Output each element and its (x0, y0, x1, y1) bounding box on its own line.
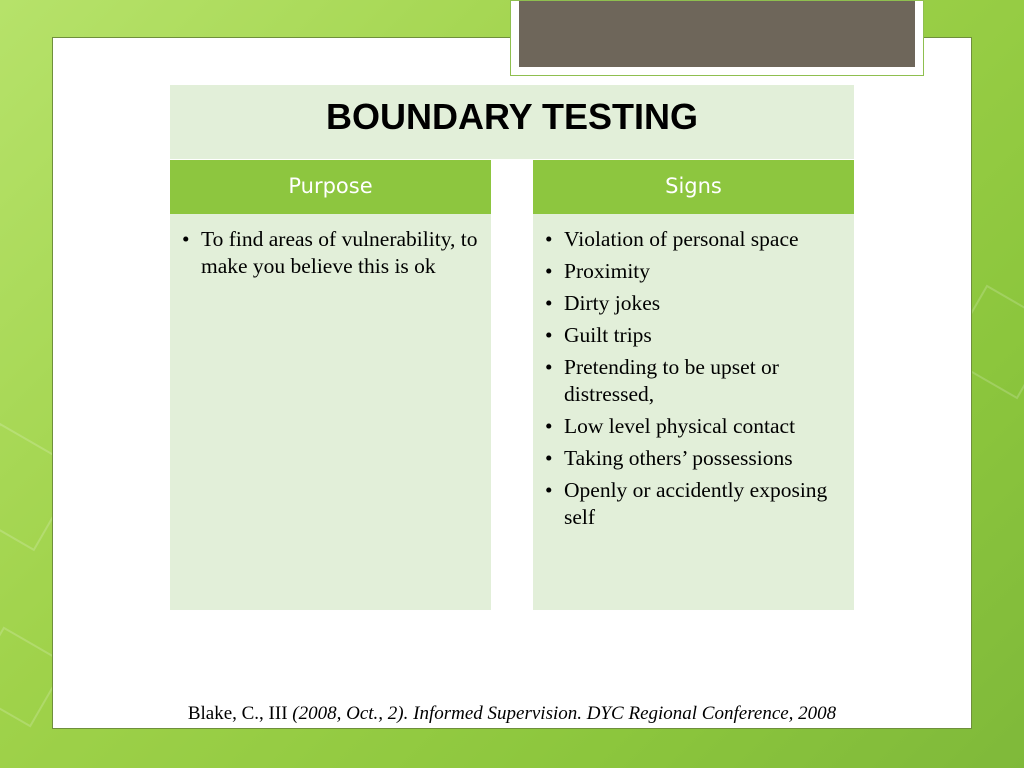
purpose-column (170, 160, 491, 610)
signs-column (533, 160, 854, 610)
slide-title: BOUNDARY TESTING (325, 96, 699, 137)
list-item: • Pretending to be upset or distressed, (545, 354, 844, 408)
list-item: • Openly or accidently exposing self (545, 477, 844, 531)
list-item: • Taking others’ possessions (545, 445, 844, 472)
signs-list (533, 214, 854, 531)
purpose-header: Purpose (170, 160, 491, 214)
decorative-title-tab (510, 0, 924, 76)
title-band (170, 85, 854, 159)
list-item: • Proximity (545, 258, 844, 285)
citation-details: (2008, Oct., 2). Informed Supervision. DYC Regional Conference, 2008 (292, 703, 837, 724)
list-item: • Guilt trips (545, 322, 844, 349)
list-item: • Violation of personal space (545, 226, 844, 253)
list-item: • To find areas of vulnerability, to make you believe this is ok (182, 226, 481, 280)
citation-author: Blake, C., III (187, 703, 293, 724)
citation (0, 703, 1024, 725)
list-item: • Dirty jokes (545, 290, 844, 317)
purpose-list (170, 214, 491, 280)
decorative-tab-fill (519, 1, 915, 67)
list-item: • Low level physical contact (545, 413, 844, 440)
signs-header: Signs (533, 160, 854, 214)
